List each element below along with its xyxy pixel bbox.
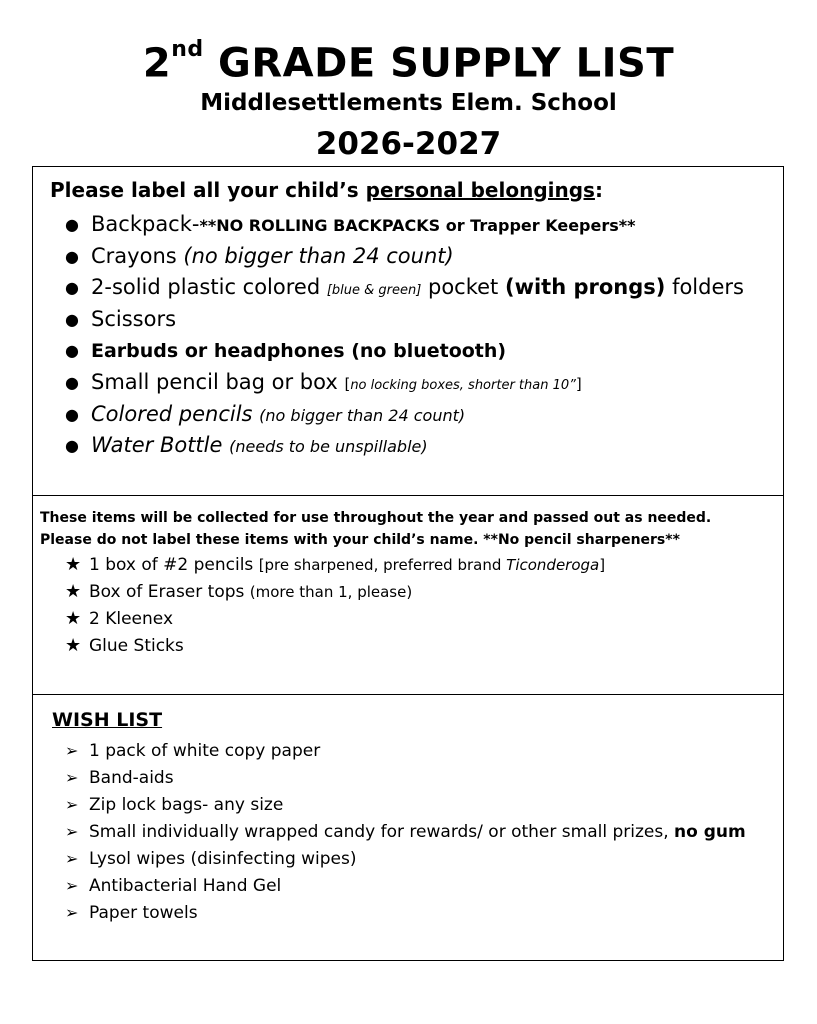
list-item: ★ 2 Kleenex: [65, 605, 605, 632]
title-text: GRADE SUPPLY LIST: [203, 40, 675, 87]
school-name: Middlesettlements Elem. School: [200, 90, 617, 116]
bullet-icon: ●: [65, 278, 79, 298]
bullet-icon: ●: [65, 215, 79, 234]
list-item: ★ Box of Eraser tops (more than 1, please): [65, 578, 605, 605]
grade-number: 2: [142, 40, 172, 87]
bullet-icon: ●: [65, 372, 79, 392]
list-item: ● Earbuds or headphones (no bluetooth): [65, 335, 744, 367]
page-title: [0, 30, 817, 89]
list-item: ➢ Antibacterial Hand Gel: [65, 872, 746, 899]
list-item: ➢ Small individually wrapped candy for rewards/ or other small prizes, no gum: [65, 818, 746, 845]
list-item: ● Backpack-**NO ROLLING BACKPACKS or Trapper Keepers**: [65, 209, 744, 241]
wish-list-title: WISH LIST: [52, 709, 163, 731]
star-icon: ★: [65, 635, 82, 656]
grade-ordinal: nd: [171, 37, 204, 62]
arrow-icon: ➢: [65, 768, 79, 787]
list-item: ➢ Lysol wipes (disinfecting wipes): [65, 845, 746, 872]
bullet-icon: ●: [65, 309, 79, 329]
list-item: ➢ Paper towels: [65, 899, 746, 926]
personal-belongings-underlined: personal belongings: [365, 178, 595, 202]
personal-intro: Please label all your child’s personal belongings:: [50, 178, 603, 202]
arrow-icon: ➢: [65, 849, 79, 868]
arrow-icon: ➢: [65, 795, 79, 814]
bullet-icon: ●: [65, 246, 79, 266]
wish-list-section: [32, 694, 784, 961]
arrow-icon: ➢: [65, 903, 79, 922]
star-icon: ★: [65, 581, 82, 602]
collected-items-section: [32, 495, 784, 695]
list-item: ● Colored pencils (no bigger than 24 count): [65, 399, 744, 431]
list-item: ➢ Zip lock bags- any size: [65, 791, 746, 818]
personal-items-section: [32, 166, 784, 496]
list-item: ● 2-solid plastic colored [blue & green] pocket (with prongs) folders: [65, 272, 744, 304]
list-item: ★ 1 box of #2 pencils [pre sharpened, preferred brand Ticonderoga]: [65, 551, 605, 578]
collected-instructions: These items will be collected for use throughout the year and passed out as needed. Please do not label these items with your child’s name. **No pencil sharpeners**: [40, 510, 712, 548]
list-item: ● Scissors: [65, 304, 744, 336]
personal-items-list: [65, 209, 744, 462]
collected-items-list: [65, 551, 605, 659]
school-year: 2026-2027: [315, 126, 502, 162]
list-item: ➢ Band-aids: [65, 764, 746, 791]
list-item: ➢ 1 pack of white copy paper: [65, 737, 746, 764]
arrow-icon: ➢: [65, 822, 79, 841]
wish-list: [65, 737, 746, 926]
list-item: ● Crayons (no bigger than 24 count): [65, 241, 744, 273]
bullet-icon: ●: [65, 436, 79, 456]
list-item: ● Small pencil bag or box [no locking boxes, shorter than 10”]: [65, 367, 744, 399]
bullet-icon: ●: [65, 404, 79, 424]
star-icon: ★: [65, 554, 82, 575]
star-icon: ★: [65, 608, 82, 629]
bullet-icon: ●: [65, 341, 79, 361]
list-item: ★ Glue Sticks: [65, 632, 605, 659]
arrow-icon: ➢: [65, 741, 79, 760]
list-item: ● Water Bottle (needs to be unspillable): [65, 430, 744, 462]
arrow-icon: ➢: [65, 876, 79, 895]
